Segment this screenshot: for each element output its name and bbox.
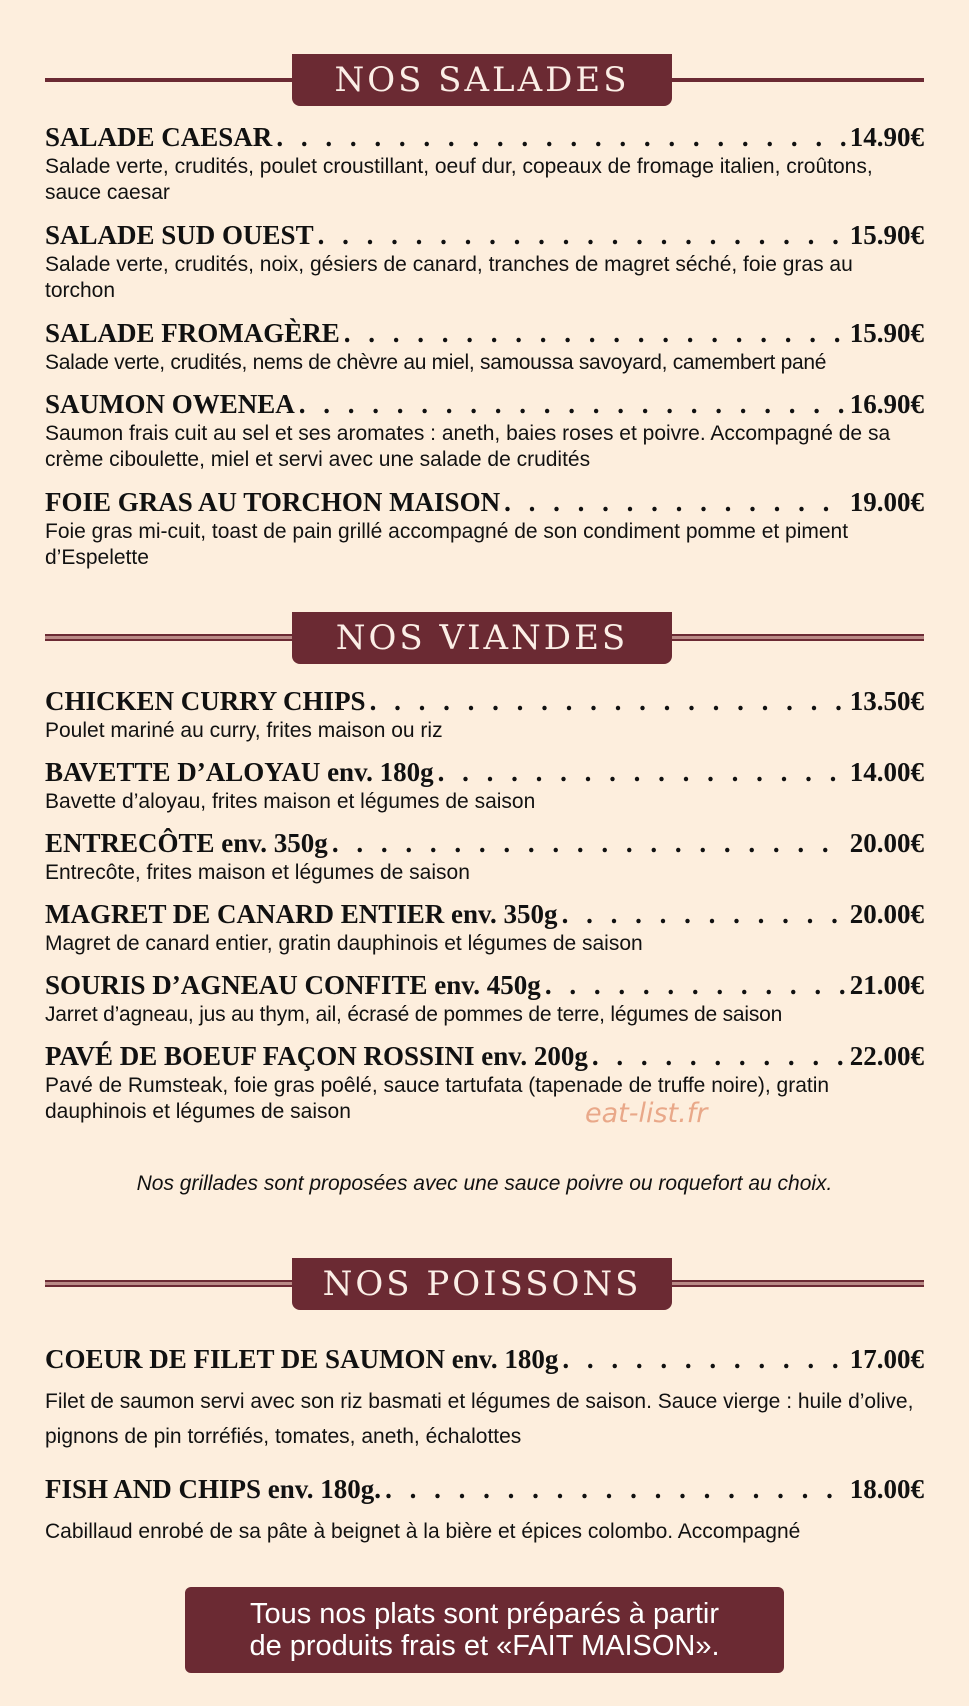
watermark: eat-list.fr: [585, 1098, 708, 1129]
dot-leader: [276, 122, 845, 153]
item-price: 14.00€: [849, 757, 924, 787]
item-price: 15.90€: [849, 318, 924, 348]
banner-line-1: Tous nos plats sont préparés à partir: [249, 1598, 720, 1630]
menu-item: [45, 899, 924, 957]
item-description: Filet de saumon servi avec son riz basmati et légumes de saison. Sauce vierge : huile d’olive, pignons de pin torréfiés, tomates, aneth, échalottes: [45, 1390, 914, 1448]
item-price: 19.00€: [849, 487, 924, 517]
item-description: Foie gras mi-cuit, toast de pain grillé accompagné de son condiment pomme et piment d’Espelette: [45, 520, 849, 569]
menu-item: [45, 389, 924, 473]
item-name: SALADE CAESAR: [45, 122, 273, 152]
item-description: Salade verte, crudités, nems de chèvre au miel, samoussa savoyard, camembert pané: [45, 351, 827, 374]
item-price: 21.00€: [849, 970, 924, 1000]
fait-maison-banner: [185, 1587, 784, 1673]
item-name: FISH AND CHIPS env. 180g.: [45, 1474, 382, 1504]
item-price: 16.90€: [849, 389, 924, 419]
item-name: SOURIS D’AGNEAU CONFITE env. 450g: [45, 970, 541, 1000]
section-header-poissons: [45, 1258, 924, 1310]
dot-leader: [385, 1474, 846, 1505]
item-description: Salade verte, crudités, poulet croustillant, oeuf dur, copeaux de fromage italien, croûtons, sauce caesar: [45, 155, 873, 204]
menu-item: [45, 220, 924, 304]
menu-item: [45, 970, 924, 1028]
banner-line-2: de produits frais et «FAIT MAISON».: [249, 1630, 720, 1662]
item-name: CHICKEN CURRY CHIPS: [45, 686, 366, 716]
item-price: 13.50€: [849, 686, 924, 716]
section-title: NOS VIANDES: [292, 612, 672, 664]
item-name: COEUR DE FILET DE SAUMON env. 180g: [45, 1344, 559, 1374]
item-description: Jarret d’agneau, jus au thym, ail, écrasé de pommes de terre, légumes de saison: [45, 1003, 783, 1026]
section-header-viandes: [45, 612, 924, 664]
item-name: MAGRET DE CANARD ENTIER env. 350g: [45, 899, 558, 929]
item-name: SAUMON OWENEA: [45, 389, 295, 419]
dot-leader: [592, 1041, 846, 1072]
menu-item: [45, 1344, 924, 1454]
dot-leader: [545, 970, 846, 1001]
section-title: NOS POISSONS: [292, 1258, 672, 1310]
menu-item: [45, 1474, 924, 1549]
dot-leader: [299, 389, 846, 420]
menu-item: [45, 757, 924, 815]
item-name: PAVÉ DE BOEUF FAÇON ROSSINI env. 200g: [45, 1041, 588, 1071]
menu-item: [45, 122, 924, 206]
item-description: Cabillaud enrobé de sa pâte à beignet à la bière et épices colombo. Accompagné: [45, 1520, 801, 1543]
dot-leader: [370, 686, 846, 717]
menu-item: [45, 1041, 924, 1125]
item-description: Entrecôte, frites maison et légumes de saison: [45, 861, 470, 884]
item-name: ENTRECÔTE env. 350g: [45, 828, 328, 858]
item-price: 22.00€: [849, 1041, 924, 1071]
menu-item: [45, 487, 924, 571]
item-price: 14.90€: [849, 122, 924, 152]
item-description: Bavette d’aloyau, frites maison et légumes de saison: [45, 790, 536, 813]
menu-item: [45, 318, 924, 376]
item-price: 20.00€: [849, 899, 924, 929]
section-title: NOS SALADES: [292, 54, 672, 106]
item-description: Pavé de Rumsteak, foie gras poêlé, sauce tartufata (tapenade de truffe noire), gratin dauphinois et légumes de saison: [45, 1074, 830, 1123]
dot-leader: [344, 318, 846, 349]
grill-sauce-note: Nos grillades sont proposées avec une sauce poivre ou roquefort au choix.: [136, 1172, 833, 1195]
item-description: Saumon frais cuit au sel et ses aromates : aneth, baies roses et poivre. Accompagné de sa crème ciboulette, miel et servi avec une salade de crudités: [45, 422, 891, 471]
menu-item: [45, 828, 924, 886]
menu-item: [45, 686, 924, 744]
item-name: BAVETTE D’ALOYAU env. 180g: [45, 757, 434, 787]
dot-leader: [332, 828, 846, 859]
item-price: 15.90€: [849, 220, 924, 250]
dot-leader: [438, 757, 846, 788]
dot-leader: [562, 1344, 845, 1375]
dot-leader: [504, 487, 846, 518]
item-name: SALADE FROMAGÈRE: [45, 318, 340, 348]
section-header-salades: [45, 54, 924, 106]
item-name: FOIE GRAS AU TORCHON MAISON: [45, 487, 501, 517]
item-name: SALADE SUD OUEST: [45, 220, 314, 250]
item-price: 18.00€: [849, 1474, 924, 1504]
dot-leader: [562, 899, 846, 930]
item-price: 20.00€: [849, 828, 924, 858]
item-price: 17.00€: [849, 1344, 924, 1374]
item-description: Poulet mariné au curry, frites maison ou riz: [45, 719, 443, 742]
dot-leader: [318, 220, 846, 251]
item-description: Magret de canard entier, gratin dauphinois et légumes de saison: [45, 932, 643, 955]
item-description: Salade verte, crudités, noix, gésiers de canard, tranches de magret séché, foie gras au torchon: [45, 253, 853, 302]
